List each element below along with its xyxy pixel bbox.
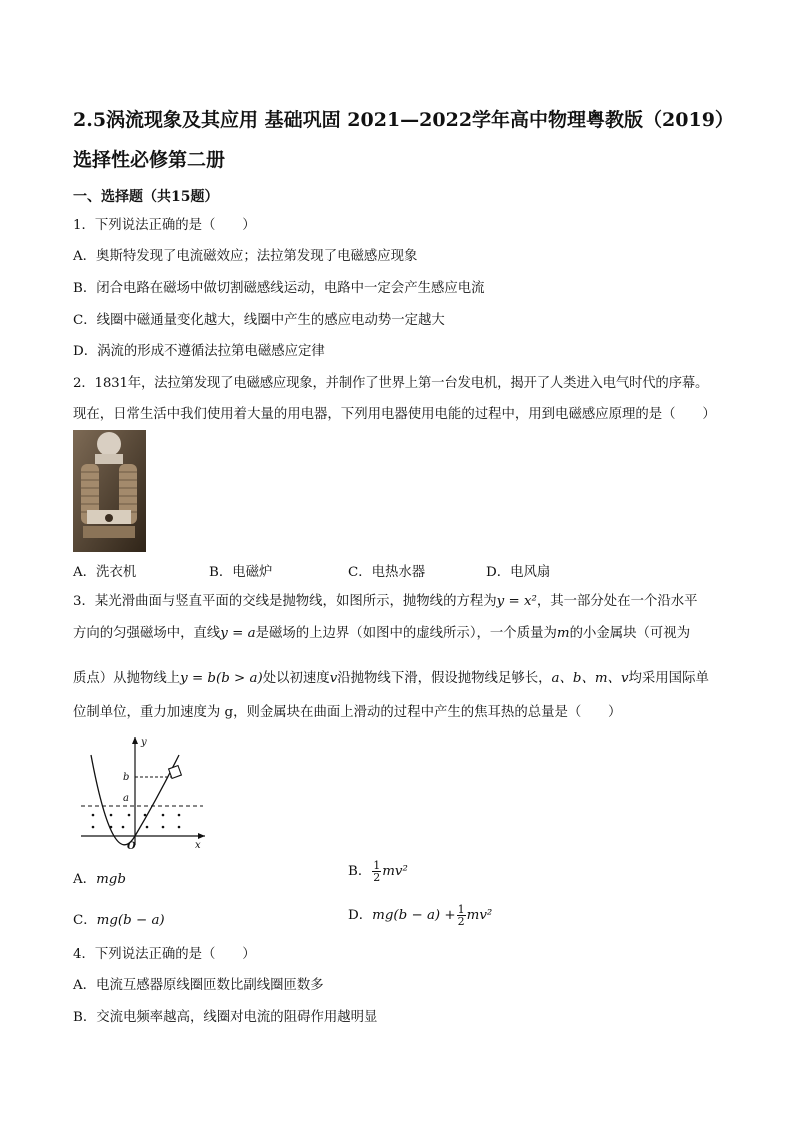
q1-option-c: C．线圈中磁通量变化越大，线圈中产生的感应电动势一定越大	[73, 313, 445, 328]
origin-label: O	[127, 841, 136, 851]
generator-photo	[73, 430, 146, 552]
parabola-diagram	[73, 733, 213, 851]
q3-option-a: A．mgb	[73, 872, 126, 887]
q3-option-b: B． $\frac{1}{2}$ mv²	[348, 859, 408, 884]
q1-stem: 1．下列说法正确的是（ ）	[73, 218, 256, 233]
q2-option-c: C．电热水器	[348, 565, 426, 580]
q1-option-a: A．奥斯特发现了电流磁效应；法拉第发现了电磁感应现象	[73, 249, 418, 264]
q3-stem-line4: 位制单位，重力加速度为 g，则金属块在曲面上滑动的过程中产生的焦耳热的总量是（ ）	[73, 705, 622, 720]
q2-option-d: D．电风扇	[486, 565, 551, 580]
doc-title-line2: 选择性必修第二册	[73, 149, 226, 171]
q4-stem: 4．下列说法正确的是（ ）	[73, 947, 256, 962]
y-axis-label: y	[141, 737, 147, 748]
level-b-label: b	[123, 772, 130, 783]
q2-stem-line2: 现在，日常生活中我们使用着大量的用电器，下列用电器使用电能的过程中，用到电磁感应原理的是（ ）	[73, 407, 716, 422]
boundary-equation: y = a	[220, 626, 256, 641]
q2-option-a: A．洗衣机	[73, 565, 137, 580]
section-heading: 一、选择题（共15题）	[73, 189, 219, 205]
q2-stem-line1: 2．1831年，法拉第发现了电磁感应现象，并制作了世界上第一台发电机，揭开了人类进入电气时代的序幕。	[73, 376, 709, 391]
q3-stem-line1: 3．某光滑曲面与竖直平面的交线是抛物线，如图所示，抛物线的方程为y = x²，其一部分处在一个沿水平	[73, 594, 698, 609]
q3-option-c: C．mg(b − a)	[73, 913, 165, 928]
boundary-a-label: a	[123, 793, 129, 804]
parabola-equation: y = x²	[496, 594, 537, 609]
q1-option-b: B．闭合电路在磁场中做切割磁感线运动，电路中一定会产生感应电流	[73, 281, 485, 296]
doc-title-line1: 2.5涡流现象及其应用 基础巩固 2021—2022学年高中物理粤教版（2019）	[73, 109, 734, 131]
q4-option-a: A．电流互感器原线圈匝数比副线圈匝数多	[73, 978, 324, 993]
q3-stem-line3: 质点）从抛物线上y = b(b > a)处以初速度v沿抛物线下滑，假设抛物线足够长，a、b、m、v均采用国际单	[73, 671, 709, 686]
q3-stem-line2: 方向的匀强磁场中，直线y = a是磁场的上边界（如图中的虚线所示），一个质量为m的小金属块（可视为	[73, 626, 691, 641]
q3-option-d: D．mg(b − a) + $\frac{1}{2}$ mv²	[348, 903, 493, 928]
x-axis-label: x	[195, 840, 201, 851]
q4-option-b: B．交流电频率越高，线圈对电流的阻碍作用越明显	[73, 1010, 378, 1025]
q2-option-b: B．电磁炉	[209, 565, 273, 580]
q1-option-d: D．涡流的形成不遵循法拉第电磁感应定律	[73, 344, 325, 359]
